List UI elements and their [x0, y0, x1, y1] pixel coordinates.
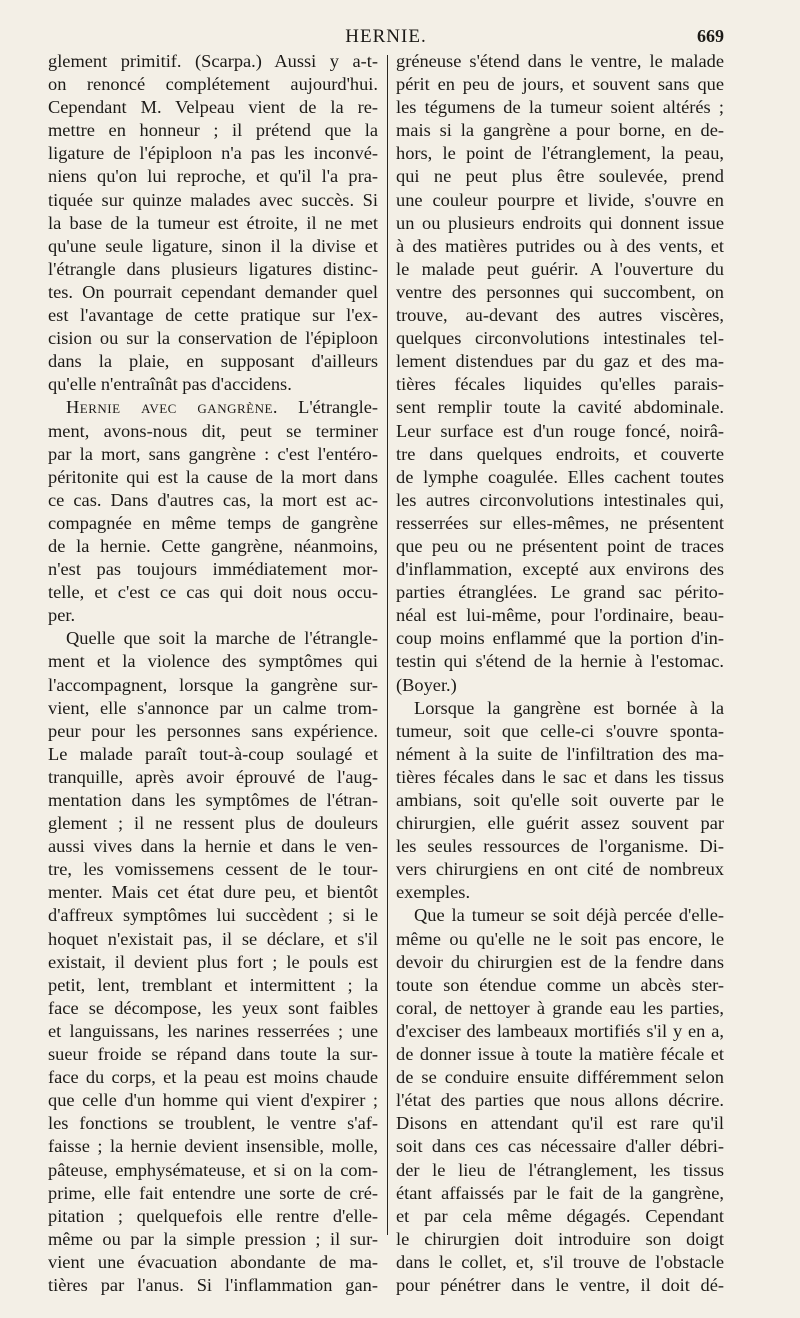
- text-line: et par cela même dégagés. Cependant: [396, 1205, 724, 1226]
- text-line: soit dans ces cas nécessaire d'aller débri-: [396, 1136, 724, 1157]
- text-line: de lymphe coagulée. Elles cachent toutes: [396, 466, 724, 487]
- section-heading: Hernie avec gangrène.: [66, 397, 279, 418]
- text-line: dans la plaie, en supposant d'ailleurs: [48, 351, 378, 372]
- text-line: le chirurgien doit introduire son doigt: [396, 1228, 724, 1249]
- column-divider: [387, 55, 388, 1235]
- text-line: vers chirurgiens en ont cité de nombreux: [396, 859, 724, 880]
- text-line: [48, 396, 378, 419]
- text-line: n'est pas toujours immédiatement mor-: [48, 559, 378, 580]
- text-line: qu'une seule ligature, sinon il la divise et: [48, 235, 378, 256]
- text-line: gréneuse s'étend dans le ventre, le malade: [396, 51, 724, 71]
- text-line: ment, avons-nous dit, peut se terminer: [48, 420, 378, 441]
- right-column: [396, 50, 724, 1297]
- text-line: resserrées sur elles-mêmes, ne présentent: [396, 512, 724, 533]
- text-line: un ou plusieurs endroits qui donnent issue: [396, 212, 724, 233]
- text-line: dans le collet, et, s'il trouve de l'obstacle: [396, 1251, 724, 1272]
- text-line: coral, de nettoyer à grande eau les parties,: [396, 997, 724, 1018]
- text-line: Cependant M. Velpeau vient de la re-: [48, 97, 378, 118]
- line-text: L'étrangle-: [278, 397, 378, 418]
- text-line: étant affaissés par le fait de la gangrène,: [396, 1182, 724, 1203]
- text-line: les fonctions se troublent, le ventre s'af-: [48, 1113, 378, 1134]
- text-line: cision ou sur la conservation de l'épiploon: [48, 328, 378, 349]
- text-line: pour pénétrer dans le ventre, il doit dé-: [396, 1274, 724, 1295]
- text-line: les seules ressources de l'organisme. Di-: [396, 836, 724, 857]
- text-line: et languissans, les narines resserrées ; une: [48, 1020, 378, 1041]
- text-line: que peu ou ne présentent point de traces: [396, 535, 724, 556]
- text-line: ligature de l'épiploon n'a pas les inconvé-: [48, 143, 378, 164]
- text-line: Leur surface est d'un rouge foncé, noirâ-: [396, 420, 724, 441]
- text-line: quelques circonvolutions intestinales tel-: [396, 328, 724, 349]
- text-line: tières fécales liquides qu'elles parais-: [396, 374, 724, 395]
- text-line: coup moins enflammé que la portion d'in-: [396, 628, 724, 649]
- text-line: testin qui s'étend de la hernie à l'estomac.: [396, 651, 724, 672]
- text-line: tières par l'anus. Si l'inflammation gan-: [48, 1274, 378, 1295]
- text-line: tières fécales dans le sac et dans les tissus: [396, 766, 724, 787]
- text-line: même ou qu'elle ne le soit pas encore, le: [396, 928, 724, 949]
- page-number: 669: [697, 26, 724, 46]
- text-line: l'accompagnent, lorsque la gangrène sur-: [48, 674, 378, 695]
- text-line: exemples.: [396, 882, 471, 903]
- text-line: hors, le point de l'étranglement, la peau,: [396, 143, 724, 164]
- text-line: les tégumens de la tumeur soient altérés ;: [396, 97, 724, 118]
- text-line: faisse ; la hernie devient insensible, molle,: [48, 1136, 378, 1157]
- text-line: par la mort, sans gangrène : c'est l'entéro-: [48, 443, 378, 464]
- text-line: menter. Mais cet état dure peu, et bientôt: [48, 882, 378, 903]
- text-line: tranquille, après avoir éprouvé de l'aug-: [48, 766, 378, 787]
- text-line: lement distendues par du gaz et des ma-: [396, 351, 724, 372]
- text-line: vient, elle s'annonce par un calme trom-: [48, 697, 378, 718]
- text-line: d'inflammation, excepté aux environs des: [396, 559, 724, 580]
- page-header: [48, 26, 724, 50]
- text-line: ambians, soit qu'elle soit ouverte par le: [396, 790, 724, 810]
- text-line: tumeur, soit que celle-ci s'ouvre sponta-: [396, 720, 724, 741]
- text-line: glement ; il ne ressent plus de douleurs: [48, 813, 378, 834]
- text-line: mais si la gangrène a pour borne, en de-: [396, 120, 724, 141]
- text-line: les autres circonvolutions intestinales qui,: [396, 489, 724, 510]
- text-line: Le malade paraît tout-à-coup soulagé et: [48, 743, 378, 764]
- text-line: Lorsque la gangrène est bornée à la: [414, 697, 724, 718]
- text-line: glement primitif. (Scarpa.) Aussi y a-t-: [48, 51, 378, 71]
- text-line: existait, il devient plus fort ; le pouls est: [48, 951, 378, 972]
- text-line: ce cas. Dans d'autres cas, la mort est ac-: [48, 489, 378, 510]
- text-line: toute son étendue comme un abcès ster-: [396, 974, 724, 995]
- text-line: de se conduire ensuite différemment selon: [396, 1067, 724, 1088]
- text-line: prime, elle fait entendre une sorte de cré-: [48, 1182, 378, 1203]
- running-title: HERNIE.: [345, 26, 427, 47]
- text-line: trouve, au-devant des autres viscères,: [396, 305, 724, 326]
- text-line: tes. On pourrait cependant demander quel: [48, 281, 378, 302]
- text-line: per.: [48, 605, 76, 626]
- left-column: [48, 50, 378, 1297]
- text-line: qu'elle n'entraînât pas d'accidens.: [48, 374, 292, 395]
- text-line: on renoncé complétement aujourd'hui.: [48, 74, 378, 95]
- text-line: petit, lent, tremblant et intermittent ; la: [48, 974, 378, 995]
- text-line: devoir du chirurgien est de la fendre dans: [396, 951, 724, 972]
- text-line: sent remplir toute la cavité abdominale.: [396, 397, 724, 418]
- text-line: Quelle que soit la marche de l'étrangle-: [66, 628, 378, 649]
- text-line: est l'avantage de cette pratique sur l'ex-: [48, 305, 378, 326]
- text-line: mettre en honneur ; il prétend que la: [48, 120, 378, 141]
- text-line: compagnée en même temps de gangrène: [48, 512, 378, 533]
- text-line: une couleur pourpre et livide, s'ouvre en: [396, 189, 724, 210]
- text-line: à des matières putrides ou à des vents, et: [396, 235, 724, 256]
- text-line: peur pour les personnes sans expérience.: [48, 720, 378, 741]
- text-line: qui ne peut plus être soulevée, prend: [396, 166, 724, 187]
- text-line: pâteuse, emphysémateuse, et si on la com-: [48, 1159, 378, 1180]
- text-line: que celle d'un homme qui vient d'expirer ;: [48, 1090, 378, 1111]
- text-line: même ou par la simple pression ; il sur-: [48, 1228, 378, 1249]
- text-line: Disons en attendant qu'il est rare qu'il: [396, 1113, 724, 1134]
- text-line: face se décompose, les yeux sont faibles: [48, 997, 378, 1018]
- text-line: de la hernie. Cette gangrène, néanmoins,: [48, 535, 378, 556]
- text-line: néal est lui-même, pour l'ordinaire, beau-: [396, 605, 724, 626]
- text-line: (Boyer.): [396, 674, 457, 695]
- text-line: périt en peu de jours, et souvent sans que: [396, 74, 724, 95]
- text-line: tre, les vomissemens cessent de le tour-: [48, 859, 378, 880]
- text-line: niens qu'on lui reproche, et qu'il l'a pra-: [48, 166, 378, 187]
- text-line: telle, et c'est ce cas qui doit nous occu-: [48, 582, 378, 603]
- text-line: d'affreux symptômes lui succèdent ; si le: [48, 905, 378, 926]
- text-line: tre dans quelques endroits, et couverte: [396, 443, 724, 464]
- text-line: aussi vives dans la hernie et dans le ven-: [48, 836, 378, 857]
- text-line: la base de la tumeur est étroite, il ne met: [48, 212, 378, 233]
- text-line: l'état des parties que nous allons décrire.: [396, 1090, 724, 1111]
- text-line: l'étrangle dans plusieurs ligatures distinc-: [48, 258, 378, 279]
- text-line: sueur froide se répand dans toute la sur-: [48, 1044, 378, 1065]
- text-line: der le lieu de l'étranglement, les tissus: [396, 1159, 724, 1180]
- text-line: le malade peut guérir. A l'ouverture du: [396, 258, 724, 279]
- text-line: ment et la violence des symptômes qui: [48, 651, 378, 672]
- text-line: nément à la suite de l'infiltration des ma-: [396, 743, 724, 764]
- text-line: de donner issue à toute la matière fécale et: [396, 1044, 724, 1065]
- text-line: chirurgien, elle guérit assez souvent par: [396, 813, 724, 834]
- text-line: mentation dans les symptômes de l'étran-: [48, 790, 378, 810]
- text-line: péritonite qui est la cause de la mort dans: [48, 466, 378, 487]
- text-line: face du corps, et la peau est moins chaude: [48, 1067, 378, 1088]
- text-line: pitation ; quelquefois elle rentre d'elle-: [48, 1205, 378, 1226]
- text-line: tiquée sur quinze malades avec succès. Si: [48, 189, 378, 210]
- text-line: vient une évacuation abondante de ma-: [48, 1251, 378, 1272]
- text-line: ventre des personnes qui succombent, on: [396, 281, 724, 302]
- text-line: hoquet n'existait pas, il se déclare, et s'il: [48, 928, 378, 949]
- text-line: d'exciser des lambeaux mortifiés s'il y en a,: [396, 1020, 724, 1041]
- text-line: parties étranglées. Le grand sac périto-: [396, 582, 724, 603]
- text-line: Que la tumeur se soit déjà percée d'elle-: [414, 905, 724, 926]
